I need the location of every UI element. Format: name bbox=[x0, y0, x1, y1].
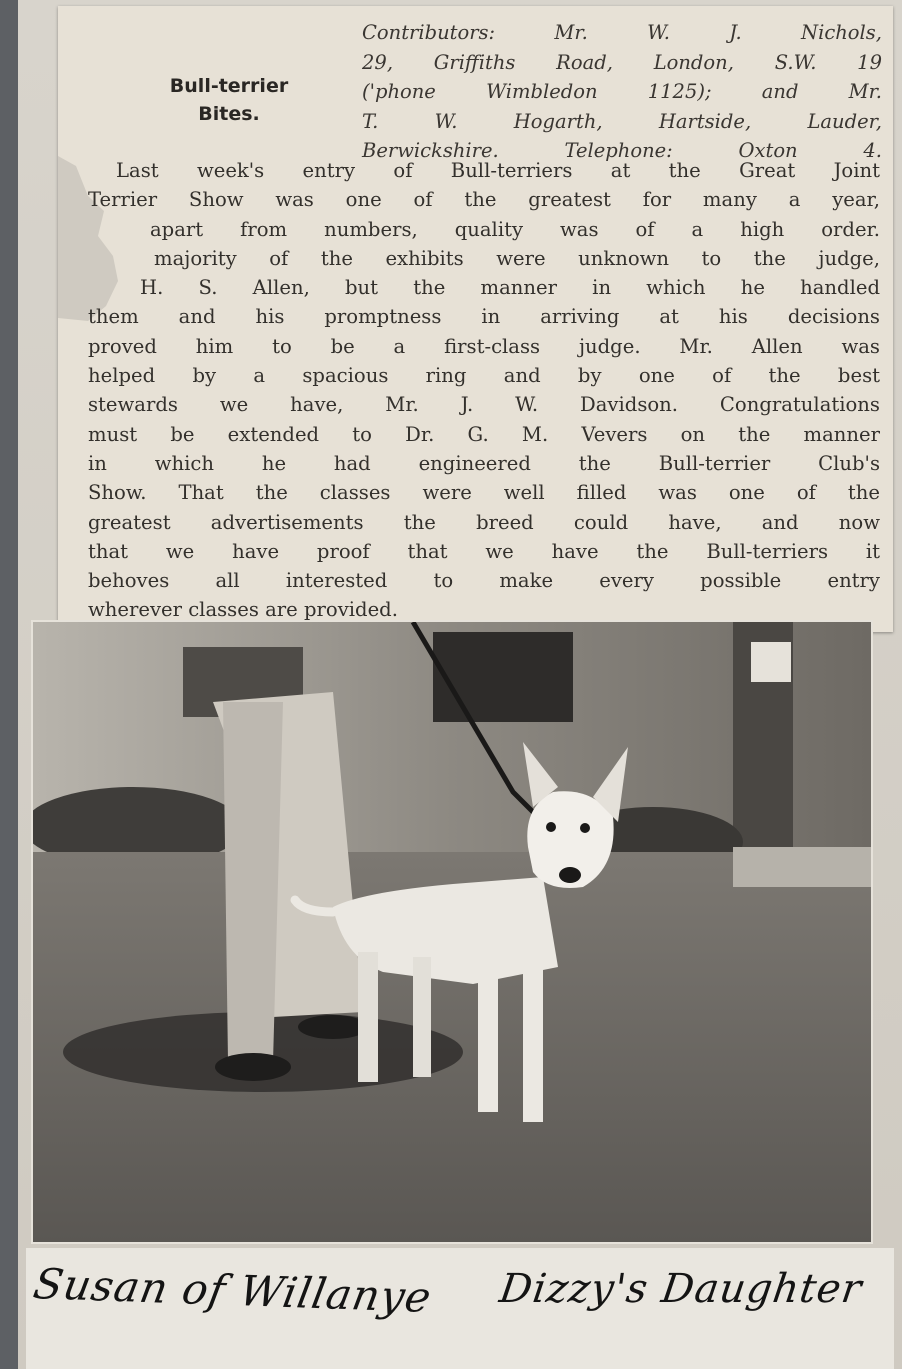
article-line: them and his promptness in arriving at his decisions bbox=[88, 305, 880, 329]
article-line: stewards we have, Mr. J. W. Davidson. Congratulations bbox=[88, 393, 880, 417]
contributors-line: T. W. Hogarth, Hartside, Lauder, bbox=[362, 109, 882, 133]
contributors-line: Berwickshire. Telephone: Oxton 4. bbox=[362, 139, 882, 162]
article-line: Terrier Show was one of the greatest for many a year, bbox=[88, 188, 880, 212]
contributors-line: 29, Griffiths Road, London, S.W. 19 bbox=[362, 50, 882, 74]
article-line: wherever classes are provided. bbox=[88, 598, 398, 622]
article-line: H. S. Allen, but the manner in which he handled bbox=[140, 276, 880, 300]
article-line: behoves all interested to make every possible entry bbox=[88, 569, 880, 593]
article-line: Show. That the classes were well filled was one of the bbox=[88, 481, 880, 505]
article-line: that we have proof that we have the Bull-terriers it bbox=[88, 539, 880, 563]
handwritten-caption-name: Susan of Willanye bbox=[29, 1259, 436, 1322]
headline bbox=[134, 72, 324, 128]
newspaper-clipping bbox=[58, 6, 893, 632]
article-line: in which he had engineered the Bull-terrier Club's bbox=[88, 451, 880, 475]
article-line: must be extended to Dr. G. M. Vevers on the manner bbox=[88, 422, 880, 446]
article-line: apart from numbers, quality was of a high order. bbox=[150, 217, 880, 241]
article-line: Last week's entry of Bull-terriers at the Great Joint bbox=[116, 159, 880, 182]
article-line: greatest advertisements the breed could have, and now bbox=[88, 510, 880, 534]
contributors-line: Contributors: Mr. W. J. Nichols, bbox=[362, 21, 882, 44]
photo-scene bbox=[33, 622, 871, 1242]
article-line: majority of the exhibits were unknown to the judge, bbox=[154, 246, 880, 270]
headline-line: Bull-terrier bbox=[169, 75, 289, 97]
contributors-note bbox=[362, 18, 882, 166]
article-body bbox=[88, 156, 880, 625]
headline-line: Bites. bbox=[198, 103, 260, 125]
handwritten-caption-parent: Dizzy's Daughter bbox=[496, 1266, 865, 1312]
contributors-line: ('phone Wimbledon 1125); and Mr. bbox=[362, 80, 882, 103]
article-line: proved him to be a first-class judge. Mr. Allen was bbox=[88, 334, 880, 358]
dog-photograph bbox=[33, 622, 871, 1242]
article-line: helped by a spacious ring and by one of the best bbox=[88, 364, 880, 388]
